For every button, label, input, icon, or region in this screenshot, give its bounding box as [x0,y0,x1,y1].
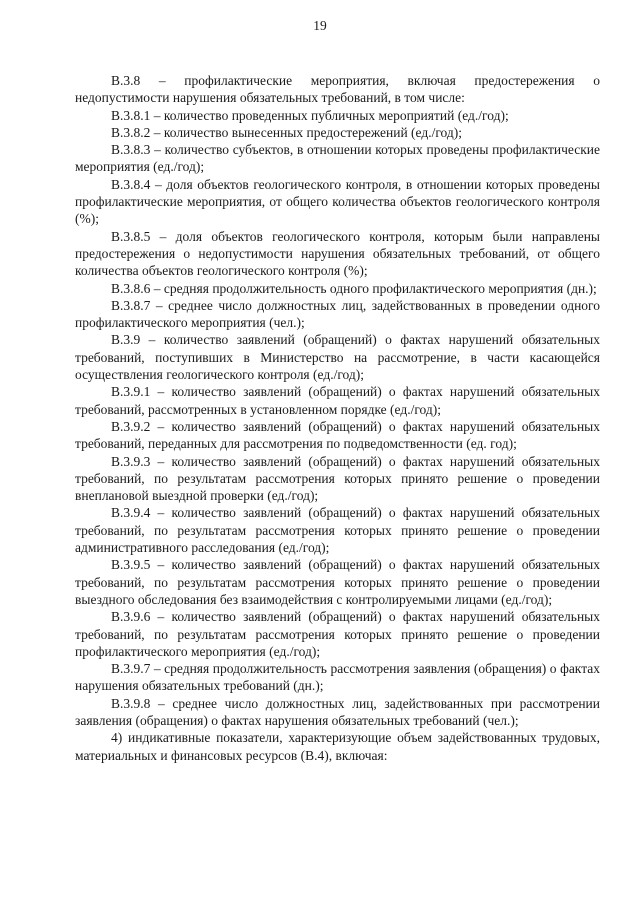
page-number: 19 [313,18,327,33]
paragraph-b-3-9-2: В.3.9.2 – количество заявлений (обращений) о фактах нарушений обязательных требований, переданных для рассмотрения по подведомственности (ед. год); [75,418,600,452]
paragraph-b-3-9-1: В.3.9.1 – количество заявлений (обращений) о фактах нарушений обязательных требований, рассмотренных в установленном порядке (ед./год); [75,384,600,417]
paragraph-b-3-8-5: В.3.8.5 – доля объектов геологического контроля, которым были направлены предостережения о недопустимости нарушения обязательных требований, от общего количества объектов геологического контроля (%); [75,228,600,279]
paragraph-b-3-9-3: В.3.9.3 – количество заявлений (обращений) о фактах нарушений обязательных требований, по результатам рассмотрения которых принято решение о проведении внеплановой выездной проверки (ед./год); [75,453,600,504]
paragraph-b-3-8-4: В.3.8.4 – доля объектов геологического контроля, в отношении которых проведены профилактические мероприятия, от общего количества объектов геологического контроля (%); [75,176,600,227]
paragraph-b-3-8-3: В.3.8.3 – количество субъектов, в отношении которых проведены профилактические мероприятия (ед./год); [75,142,600,175]
paragraph-b-3-9: В.3.9 – количество заявлений (обращений) о фактах нарушений обязательных требований, поступивших в Министерство на рассмотрение, в части касающейся осуществления геологического контроля (ед./год); [75,332,600,383]
paragraph-b-3-8-2: В.3.8.2 – количество вынесенных предостережений (ед./год); [111,124,463,140]
paragraph-b-3-8-6: В.3.8.6 – средняя продолжительность одного профилактического мероприятия (дн.); [111,280,597,296]
paragraph-b-3-9-5: В.3.9.5 – количество заявлений (обращений) о фактах нарушений обязательных требований, по результатам рассмотрения которых принято решение о проведении выездного обследования без взаимодействия с контролируемыми лицами (ед./год); [75,557,600,607]
document-body [75,72,600,764]
paragraph-b-3-9-4: В.3.9.4 – количество заявлений (обращений) о фактах нарушений обязательных требований, по результатам рассмотрения которых принято решение о проведении административного расследования (ед./год); [75,505,600,556]
paragraph-b-3-8-1: В.3.8.1 – количество проведенных публичных мероприятий (ед./год); [111,107,509,123]
paragraph-b-3-9-6: В.3.9.6 – количество заявлений (обращений) о фактах нарушений обязательных требований, по результатам рассмотрения которых принято решение о проведении профилактического мероприятия (ед./год); [75,609,600,659]
paragraph-b-3-9-8: В.3.9.8 – среднее число должностных лиц, задействованных при рассмотрении заявления (обращения) о фактах нарушения обязательных требований (чел.); [75,695,600,728]
paragraph-b-3-9-7: В.3.9.7 – средняя продолжительность рассмотрения заявления (обращения) о фактах нарушения обязательных требований (дн.); [75,661,600,694]
paragraph-b-3-8-7: В.3.8.7 – среднее число должностных лиц, задействованных в проведении одного профилактического мероприятия (чел.); [75,297,600,331]
paragraph-b-3-8: В.3.8 – профилактические мероприятия, включая предостережения о недопустимости нарушения обязательных требований, в том числе: [75,73,600,106]
paragraph-item-4: 4) индикативные показатели, характеризующие объем задействованных трудовых, материальных и финансовых ресурсов (В.4), включая: [75,730,600,763]
